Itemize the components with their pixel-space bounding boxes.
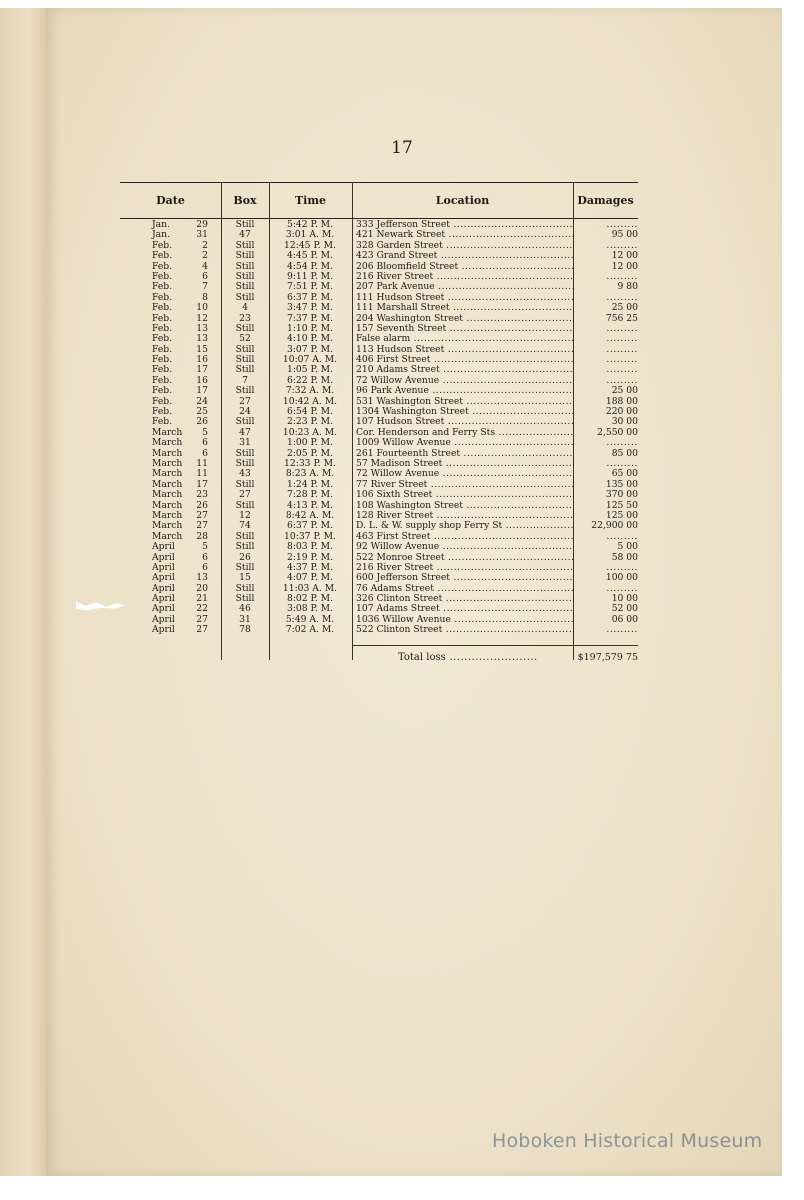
- cell-location: 406 First Street .....: [356, 355, 574, 365]
- cell-day: 6: [202, 561, 208, 573]
- cell-box: Still: [235, 478, 255, 490]
- cell-box: Still: [235, 457, 255, 469]
- cell-location: 204 Washington Street .....: [356, 314, 574, 324]
- cell-box: 52: [239, 333, 251, 345]
- header-location: Location: [435, 194, 490, 207]
- cell-month: March: [152, 468, 183, 480]
- cell-time: 4:37 P. M.: [286, 561, 334, 573]
- cell-day: 23: [196, 489, 208, 501]
- cell-time: 4:45 P. M.: [286, 250, 334, 262]
- cell-box: Still: [235, 582, 255, 594]
- cell-day: 8: [202, 291, 208, 303]
- cell-time: 8:03 P. M.: [286, 541, 334, 553]
- cell-month: Feb.: [152, 364, 173, 376]
- cell-box: 47: [239, 229, 251, 241]
- cell-damages: 125 50: [605, 499, 638, 511]
- cell-box: Still: [235, 385, 255, 397]
- table-row: [120, 241, 638, 251]
- cell-damages: 12 00: [611, 260, 638, 272]
- cell-time: 8:42 A. M.: [285, 509, 335, 521]
- cell-time: 9:11 P. M.: [286, 270, 334, 282]
- cell-location: 77 River Street .....: [356, 480, 574, 490]
- cell-time: 10:37 P. M.: [284, 530, 336, 542]
- cell-month: April: [152, 541, 175, 553]
- cell-month: Feb.: [152, 239, 173, 251]
- cell-damages: 65 00: [611, 468, 638, 480]
- cell-day: 13: [196, 322, 208, 334]
- cell-location: 57 Madison Street .....: [356, 459, 574, 469]
- cell-month: Feb.: [152, 312, 173, 324]
- cell-month: Feb.: [152, 416, 173, 428]
- cell-box: 27: [239, 395, 251, 407]
- cell-box: Still: [235, 250, 255, 262]
- cell-time: 10:42 A. M.: [282, 395, 338, 407]
- cell-day: 31: [196, 229, 208, 241]
- cell-damages: 52 00: [611, 603, 638, 615]
- cell-damages: 25 00: [611, 385, 638, 397]
- cell-day: 20: [196, 582, 208, 594]
- cell-damages: 125 00: [605, 509, 638, 521]
- cell-box: 31: [239, 613, 251, 625]
- cell-damages: 370 00: [605, 489, 638, 501]
- cell-time: 5:42 P. M.: [286, 219, 334, 230]
- cell-location: 210 Adams Street .....: [356, 365, 574, 375]
- cell-day: 27: [196, 624, 208, 636]
- cell-month: Feb.: [152, 385, 173, 397]
- cell-time: 7:32 A. M.: [285, 385, 335, 397]
- cell-box: Still: [235, 354, 255, 366]
- cell-time: 3:47 P. M.: [286, 302, 334, 314]
- cell-time: 2:05 P. M.: [286, 447, 334, 459]
- table-row: [120, 490, 638, 500]
- cell-location: 76 Adams Street .....: [356, 584, 574, 594]
- table-top-rule: [120, 182, 638, 183]
- cell-month: March: [152, 447, 183, 459]
- cell-box: 78: [239, 624, 251, 636]
- cell-day: 7: [202, 281, 208, 293]
- cell-time: 1:24 P. M.: [286, 478, 334, 490]
- cell-month: Feb.: [152, 333, 173, 345]
- cell-time: 6:54 P. M.: [286, 406, 334, 418]
- cell-day: 13: [196, 572, 208, 584]
- cell-location: 96 Park Avenue .....: [356, 386, 574, 396]
- cell-damages: 22,900 00: [591, 520, 638, 532]
- cell-day: 6: [202, 270, 208, 282]
- cell-box: 7: [242, 374, 248, 386]
- cell-damages: 95 00: [611, 229, 638, 241]
- cell-damages: 58 00: [611, 551, 638, 563]
- cell-month: April: [152, 624, 175, 636]
- cell-box: Still: [235, 343, 255, 355]
- cell-time: 1:00 P. M.: [286, 437, 334, 449]
- cell-day: 29: [196, 219, 208, 230]
- cell-day: 27: [196, 509, 208, 521]
- cell-box: Still: [235, 541, 255, 553]
- cell-damages: 756 25: [605, 312, 638, 324]
- cell-day: 6: [202, 551, 208, 563]
- cell-box: 31: [239, 437, 251, 449]
- cell-location: 463 First Street .....: [356, 532, 574, 542]
- cell-day: 17: [196, 478, 208, 490]
- cell-damages: 85 00: [611, 447, 638, 459]
- cell-box: 27: [239, 489, 251, 501]
- table-row: [120, 553, 638, 563]
- header-box: Box: [233, 194, 257, 207]
- cell-box: Still: [235, 561, 255, 573]
- cell-day: 24: [196, 395, 208, 407]
- cell-month: April: [152, 613, 175, 625]
- cell-location: 1036 Willow Avenue .....: [356, 615, 574, 625]
- cell-month: Feb.: [152, 281, 173, 293]
- cell-time: 7:02 A. M.: [285, 624, 335, 636]
- cell-day: 27: [196, 520, 208, 532]
- cell-month: March: [152, 457, 183, 469]
- cell-damages: 30 00: [611, 416, 638, 428]
- cell-time: 6:37 P. M.: [286, 520, 334, 532]
- cell-month: Feb.: [152, 302, 173, 314]
- cell-location: 206 Bloomfield Street .....: [356, 262, 574, 272]
- cell-damages: [576, 625, 638, 635]
- cell-day: 6: [202, 437, 208, 449]
- page-tear: [76, 596, 126, 614]
- cell-box: Still: [235, 322, 255, 334]
- cell-day: 26: [196, 416, 208, 428]
- cell-location: 111 Hudson Street .....: [356, 293, 574, 303]
- cell-location: 72 Willow Avenue .....: [356, 376, 574, 386]
- cell-box: Still: [235, 416, 255, 428]
- cell-day: 16: [196, 354, 208, 366]
- cell-box: Still: [235, 260, 255, 272]
- cell-month: Feb.: [152, 343, 173, 355]
- cell-month: Feb.: [152, 322, 173, 334]
- cell-time: 4:10 P. M.: [286, 333, 334, 345]
- cell-damages: 06 00: [611, 613, 638, 625]
- cell-time: 8:02 P. M.: [286, 593, 334, 605]
- cell-location: 522 Monroe Street .....: [356, 553, 574, 563]
- total-loss-value: $197,579 75: [577, 652, 638, 663]
- cell-month: April: [152, 603, 175, 615]
- facing-page-edge: [0, 8, 49, 1176]
- cell-month: Feb.: [152, 354, 173, 366]
- cell-location: 111 Marshall Street .....: [356, 303, 574, 313]
- cell-location: 106 Sixth Street .....: [356, 490, 574, 500]
- table-body: [120, 220, 638, 636]
- cell-damages: 25 00: [611, 302, 638, 314]
- cell-location: 326 Clinton Street .....: [356, 594, 574, 604]
- cell-day: 27: [196, 613, 208, 625]
- cell-day: 17: [196, 364, 208, 376]
- cell-month: April: [152, 551, 175, 563]
- cell-month: April: [152, 582, 175, 594]
- cell-location: 113 Hudson Street .....: [356, 345, 574, 355]
- cell-box: Still: [235, 593, 255, 605]
- cell-box: 24: [239, 406, 251, 418]
- cell-day: 4: [202, 260, 208, 272]
- cell-day: 10: [196, 302, 208, 314]
- cell-day: 5: [202, 541, 208, 553]
- cell-day: 13: [196, 333, 208, 345]
- cell-location: 108 Washington Street .....: [356, 501, 574, 511]
- cell-month: Feb.: [152, 250, 173, 262]
- cell-box: Still: [235, 530, 255, 542]
- cell-month: April: [152, 561, 175, 573]
- table-row: [120, 532, 638, 542]
- cell-month: March: [152, 509, 183, 521]
- cell-month: March: [152, 499, 183, 511]
- cell-day: 6: [202, 447, 208, 459]
- cell-time: 10:23 A. M.: [282, 426, 338, 438]
- cell-month: March: [152, 426, 183, 438]
- total-loss-label: Total loss .....: [398, 652, 538, 663]
- cell-damages: 12 00: [611, 250, 638, 262]
- cell-location: 1009 Willow Avenue .....: [356, 438, 574, 448]
- cell-location: Cor. Henderson and Ferry Sts .....: [356, 428, 574, 438]
- cell-box: 4: [242, 302, 248, 314]
- cell-location: 600 Jefferson Street .....: [356, 573, 574, 583]
- cell-time: 3:08 P. M.: [286, 603, 334, 615]
- cell-month: Jan.: [152, 219, 170, 230]
- cell-location: 328 Garden Street .....: [356, 241, 574, 251]
- cell-time: 12:33 P. M.: [284, 457, 336, 469]
- table-row: [120, 428, 638, 438]
- cell-box: 23: [239, 312, 251, 324]
- table-row: [120, 542, 638, 552]
- cell-damages: 2,550 00: [597, 426, 638, 438]
- cell-time: 7:37 P. M.: [286, 312, 334, 324]
- cell-box: Still: [235, 281, 255, 293]
- cell-month: Jan.: [152, 229, 170, 241]
- cell-box: Still: [235, 219, 255, 230]
- cell-damages: 135 00: [605, 478, 638, 490]
- cell-box: 46: [239, 603, 251, 615]
- cell-time: 12:45 P. M.: [284, 239, 336, 251]
- cell-box: Still: [235, 270, 255, 282]
- page-number: 17: [391, 138, 413, 158]
- cell-location: 531 Washington Street .....: [356, 397, 574, 407]
- cell-location: 421 Newark Street .....: [356, 230, 574, 240]
- cell-time: 8:23 A. M.: [285, 468, 335, 480]
- cell-time: 5:49 A. M.: [285, 613, 335, 625]
- cell-month: March: [152, 478, 183, 490]
- cell-month: Feb.: [152, 374, 173, 386]
- cell-day: 21: [196, 593, 208, 605]
- cell-box: 47: [239, 426, 251, 438]
- cell-day: 12: [196, 312, 208, 324]
- cell-box: Still: [235, 499, 255, 511]
- cell-location: 128 River Street .....: [356, 511, 574, 521]
- cell-location: False alarm .....: [356, 334, 574, 344]
- cell-location: 423 Grand Street .....: [356, 251, 574, 261]
- cell-location: 92 Willow Avenue .....: [356, 542, 574, 552]
- table-row: [120, 251, 638, 261]
- cell-location: 72 Willow Avenue .....: [356, 469, 574, 479]
- cell-time: 3:07 P. M.: [286, 343, 334, 355]
- header-time: Time: [294, 194, 326, 207]
- cell-day: 17: [196, 385, 208, 397]
- header-date: Date: [156, 194, 185, 207]
- cell-damages: 5 00: [617, 541, 638, 553]
- cell-month: April: [152, 593, 175, 605]
- cell-damages: 220 00: [605, 406, 638, 418]
- cell-time: 1:05 P. M.: [286, 364, 334, 376]
- cell-time: 4:07 P. M.: [286, 572, 334, 584]
- table-row: [120, 438, 638, 448]
- cell-day: 2: [202, 239, 208, 251]
- table-row: [120, 262, 638, 272]
- table-row: [120, 303, 638, 313]
- cell-box: Still: [235, 447, 255, 459]
- cell-time: 6:37 P. M.: [286, 291, 334, 303]
- table-row: [120, 417, 638, 427]
- cell-time: 7:51 P. M.: [286, 281, 334, 293]
- cell-month: March: [152, 437, 183, 449]
- cell-box: 43: [239, 468, 251, 480]
- cell-day: 25: [196, 406, 208, 418]
- cell-time: 2:23 P. M.: [286, 416, 334, 428]
- cell-day: 28: [196, 530, 208, 542]
- cell-location: D. L. & W. supply shop Ferry St .....: [356, 521, 574, 531]
- cell-box: 15: [239, 572, 251, 584]
- cell-location: 157 Seventh Street .....: [356, 324, 574, 334]
- cell-day: 26: [196, 499, 208, 511]
- cell-damages: 10 00: [611, 593, 638, 605]
- cell-location: 107 Adams Street .....: [356, 604, 574, 614]
- cell-month: March: [152, 489, 183, 501]
- cell-day: 22: [196, 603, 208, 615]
- cell-time: 2:19 P. M.: [286, 551, 334, 563]
- watermark: Hoboken Historical Museum: [492, 1130, 763, 1152]
- cell-box: 26: [239, 551, 251, 563]
- cell-day: 5: [202, 426, 208, 438]
- cell-damages: 100 00: [605, 572, 638, 584]
- cell-box: 74: [239, 520, 251, 532]
- cell-month: March: [152, 530, 183, 542]
- cell-time: 4:13 P. M.: [286, 499, 334, 511]
- cell-box: Still: [235, 364, 255, 376]
- cell-month: April: [152, 572, 175, 584]
- cell-location: 261 Fourteenth Street .....: [356, 449, 574, 459]
- cell-time: 7:28 P. M.: [286, 489, 334, 501]
- cell-damages: 9 80: [617, 281, 638, 293]
- cell-box: Still: [235, 239, 255, 251]
- cell-month: Feb.: [152, 260, 173, 272]
- cell-time: 11:03 A. M.: [282, 582, 338, 594]
- table-row: [120, 272, 638, 282]
- total-rule: [353, 645, 638, 646]
- cell-month: March: [152, 520, 183, 532]
- table-row: [120, 282, 638, 292]
- cell-day: 16: [196, 374, 208, 386]
- cell-time: 3:01 A. M.: [285, 229, 335, 241]
- cell-location: 107 Hudson Street .....: [356, 417, 574, 427]
- cell-location: 1304 Washington Street .....: [356, 407, 574, 417]
- cell-month: Feb.: [152, 406, 173, 418]
- cell-time: 10:07 A. M.: [282, 354, 338, 366]
- cell-time: 4:54 P. M.: [286, 260, 334, 272]
- table-row: [120, 625, 638, 635]
- cell-location: 333 Jefferson Street .....: [356, 220, 574, 230]
- cell-location: 216 River Street .....: [356, 563, 574, 573]
- cell-location: 207 Park Avenue .....: [356, 282, 574, 292]
- cell-location: 216 River Street .....: [356, 272, 574, 282]
- cell-month: Feb.: [152, 270, 173, 282]
- cell-time: 1:10 P. M.: [286, 322, 334, 334]
- cell-box: Still: [235, 291, 255, 303]
- cell-day: 2: [202, 250, 208, 262]
- cell-day: 15: [196, 343, 208, 355]
- cell-box: 12: [239, 509, 251, 521]
- cell-time: 6:22 P. M.: [286, 374, 334, 386]
- header-damages: Damages: [577, 194, 634, 207]
- cell-location: 522 Clinton Street .....: [356, 625, 574, 635]
- cell-day: 11: [196, 468, 208, 480]
- cell-day: 11: [196, 457, 208, 469]
- cell-month: Feb.: [152, 395, 173, 407]
- table-row: [120, 230, 638, 240]
- cell-damages: 188 00: [605, 395, 638, 407]
- cell-month: Feb.: [152, 291, 173, 303]
